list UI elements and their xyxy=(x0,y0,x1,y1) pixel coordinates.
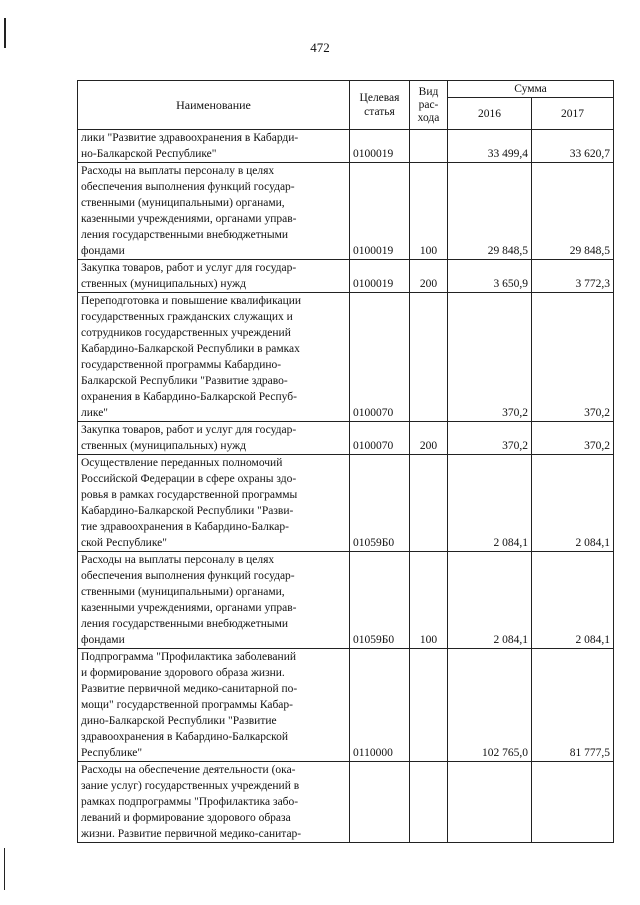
row-name-line: казенными учреждениями, органами управ- xyxy=(81,213,297,225)
row-name-line: ровья в рамках государственной программы xyxy=(81,489,298,501)
row-name-line: государственных гражданских служащих и xyxy=(81,311,293,323)
row-name-line: Кабардино-Балкарской Республики в рамках xyxy=(81,343,300,355)
row-name xyxy=(78,649,350,762)
row-expense-type xyxy=(410,130,448,163)
row-expense-type xyxy=(410,455,448,552)
header-expense-type-line: рас- xyxy=(418,98,439,111)
row-name-line: фондами xyxy=(81,634,125,646)
row-expense-type: 100 xyxy=(410,163,448,260)
row-name-line: мощи" государственной программы Кабар- xyxy=(81,699,293,711)
row-name-line: лике" xyxy=(81,407,108,419)
row-name xyxy=(78,762,350,843)
row-name-line: ской Республике" xyxy=(81,537,167,549)
row-sum-2016: 2 084,1 xyxy=(448,552,532,649)
header-expense-type-line: хода xyxy=(417,111,440,124)
row-sum-2017 xyxy=(532,762,614,843)
header-expense-type-line: Вид xyxy=(418,85,439,98)
row-name-line: обеспечения выполнения функций государ- xyxy=(81,570,295,582)
row-name-line: Закупка товаров, работ и услуг для государ- xyxy=(81,424,297,436)
table-row xyxy=(78,130,614,163)
row-sum-2016: 33 499,4 xyxy=(448,130,532,163)
row-name xyxy=(78,552,350,649)
budget-table xyxy=(77,80,614,843)
row-name-line: Расходы на выплаты персоналу в целях xyxy=(81,554,275,566)
row-sum-2016: 370,2 xyxy=(448,422,532,455)
row-expense-type xyxy=(410,762,448,843)
row-name-line: Кабардино-Балкарской Республики "Разви- xyxy=(81,505,294,517)
row-target-article: 0100070 xyxy=(350,293,410,422)
row-sum-2017: 3 772,3 xyxy=(532,260,614,293)
scan-margin-mark xyxy=(4,848,5,890)
row-sum-2017: 81 777,5 xyxy=(532,649,614,762)
row-sum-2017: 370,2 xyxy=(532,422,614,455)
table-row xyxy=(78,422,614,455)
row-expense-type: 200 xyxy=(410,422,448,455)
row-target-article xyxy=(350,762,410,843)
row-name-line: ственных (муниципальных) нужд xyxy=(81,440,246,452)
row-name-line: лики "Развитие здравоохранения в Кабарди- xyxy=(81,132,299,144)
row-target-article: 0100019 xyxy=(350,163,410,260)
table-row xyxy=(78,552,614,649)
row-name-line: ственными (муниципальными) органами, xyxy=(81,197,285,209)
row-name-line: ственных (муниципальных) нужд xyxy=(81,278,246,290)
row-name xyxy=(78,422,350,455)
row-name-line: но-Балкарской Республике" xyxy=(81,148,217,160)
row-name-line: охранения в Кабардино-Балкарской Респуб- xyxy=(81,391,297,403)
row-name-line: леваний и формирование здорового образа xyxy=(81,812,291,824)
header-year-2017: 2017 xyxy=(532,98,614,130)
row-name-line: здравоохранения в Кабардино-Балкарской xyxy=(81,731,288,743)
row-target-article: 0110000 xyxy=(350,649,410,762)
table-row xyxy=(78,455,614,552)
row-expense-type xyxy=(410,293,448,422)
row-sum-2017: 29 848,5 xyxy=(532,163,614,260)
row-sum-2016: 102 765,0 xyxy=(448,649,532,762)
row-name xyxy=(78,293,350,422)
row-name-line: ления государственными внебюджетными xyxy=(81,618,289,630)
header-year-2016: 2016 xyxy=(448,98,532,130)
row-name xyxy=(78,130,350,163)
row-name xyxy=(78,163,350,260)
row-name-line: обеспечения выполнения функций государ- xyxy=(81,181,295,193)
page-number: 472 xyxy=(310,40,330,55)
row-name-line: и формирование здорового образа жизни. xyxy=(81,667,285,679)
row-name-line: Российской Федерации в сфере охраны здо- xyxy=(81,473,297,485)
row-name-line: Республике" xyxy=(81,747,143,759)
row-name-line: рамках подпрограммы "Профилактика забо- xyxy=(81,796,299,808)
header-sum: Сумма xyxy=(448,81,614,98)
row-sum-2016 xyxy=(448,762,532,843)
row-name-line: Расходы на обеспечение деятельности (ока- xyxy=(81,764,296,776)
row-target-article: 0100019 xyxy=(350,260,410,293)
row-name-line: Закупка товаров, работ и услуг для государ- xyxy=(81,262,297,274)
row-sum-2017: 2 084,1 xyxy=(532,455,614,552)
row-target-article: 01059Б0 xyxy=(350,455,410,552)
table-row xyxy=(78,260,614,293)
row-name-line: жизни. Развитие первичной медико-санитар- xyxy=(81,828,302,840)
table-row xyxy=(78,649,614,762)
row-name-line: фондами xyxy=(81,245,125,257)
row-name-line: сотрудников государственных учреждений xyxy=(81,327,291,339)
row-name-line: тие здравоохранения в Кабардино-Балкар- xyxy=(81,521,289,533)
row-name xyxy=(78,455,350,552)
row-name-line: Балкарской Республики "Развитие здраво- xyxy=(81,375,288,387)
row-name-line: государственной программы Кабардино- xyxy=(81,359,282,371)
row-target-article: 0100019 xyxy=(350,130,410,163)
row-sum-2017: 33 620,7 xyxy=(532,130,614,163)
row-sum-2016: 2 084,1 xyxy=(448,455,532,552)
header-expense-type xyxy=(410,81,448,130)
row-name xyxy=(78,260,350,293)
row-target-article: 01059Б0 xyxy=(350,552,410,649)
row-target-article: 0100070 xyxy=(350,422,410,455)
row-expense-type: 200 xyxy=(410,260,448,293)
row-name-line: Расходы на выплаты персоналу в целях xyxy=(81,165,275,177)
row-name-line: дино-Балкарской Республики "Развитие xyxy=(81,715,277,727)
header-target-article: Целевая статья xyxy=(350,81,410,130)
row-name-line: зание услуг) государственных учреждений в xyxy=(81,780,300,792)
row-name-line: ления государственными внебюджетными xyxy=(81,229,289,241)
table-body xyxy=(78,130,614,843)
row-sum-2017: 2 084,1 xyxy=(532,552,614,649)
row-sum-2016: 29 848,5 xyxy=(448,163,532,260)
table-row xyxy=(78,293,614,422)
table-row xyxy=(78,163,614,260)
row-name-line: Переподготовка и повышение квалификации xyxy=(81,295,302,307)
row-name-line: казенными учреждениями, органами управ- xyxy=(81,602,297,614)
row-sum-2016: 3 650,9 xyxy=(448,260,532,293)
row-sum-2016: 370,2 xyxy=(448,293,532,422)
row-name-line: Осуществление переданных полномочий xyxy=(81,457,283,469)
row-expense-type xyxy=(410,649,448,762)
row-name-line: Подпрограмма "Профилактика заболеваний xyxy=(81,651,296,663)
table-row xyxy=(78,762,614,843)
row-expense-type: 100 xyxy=(410,552,448,649)
header-name: Наименование xyxy=(78,81,350,130)
row-sum-2017: 370,2 xyxy=(532,293,614,422)
row-name-line: Развитие первичной медико-санитарной по- xyxy=(81,683,298,695)
row-name-line: ственными (муниципальными) органами, xyxy=(81,586,285,598)
